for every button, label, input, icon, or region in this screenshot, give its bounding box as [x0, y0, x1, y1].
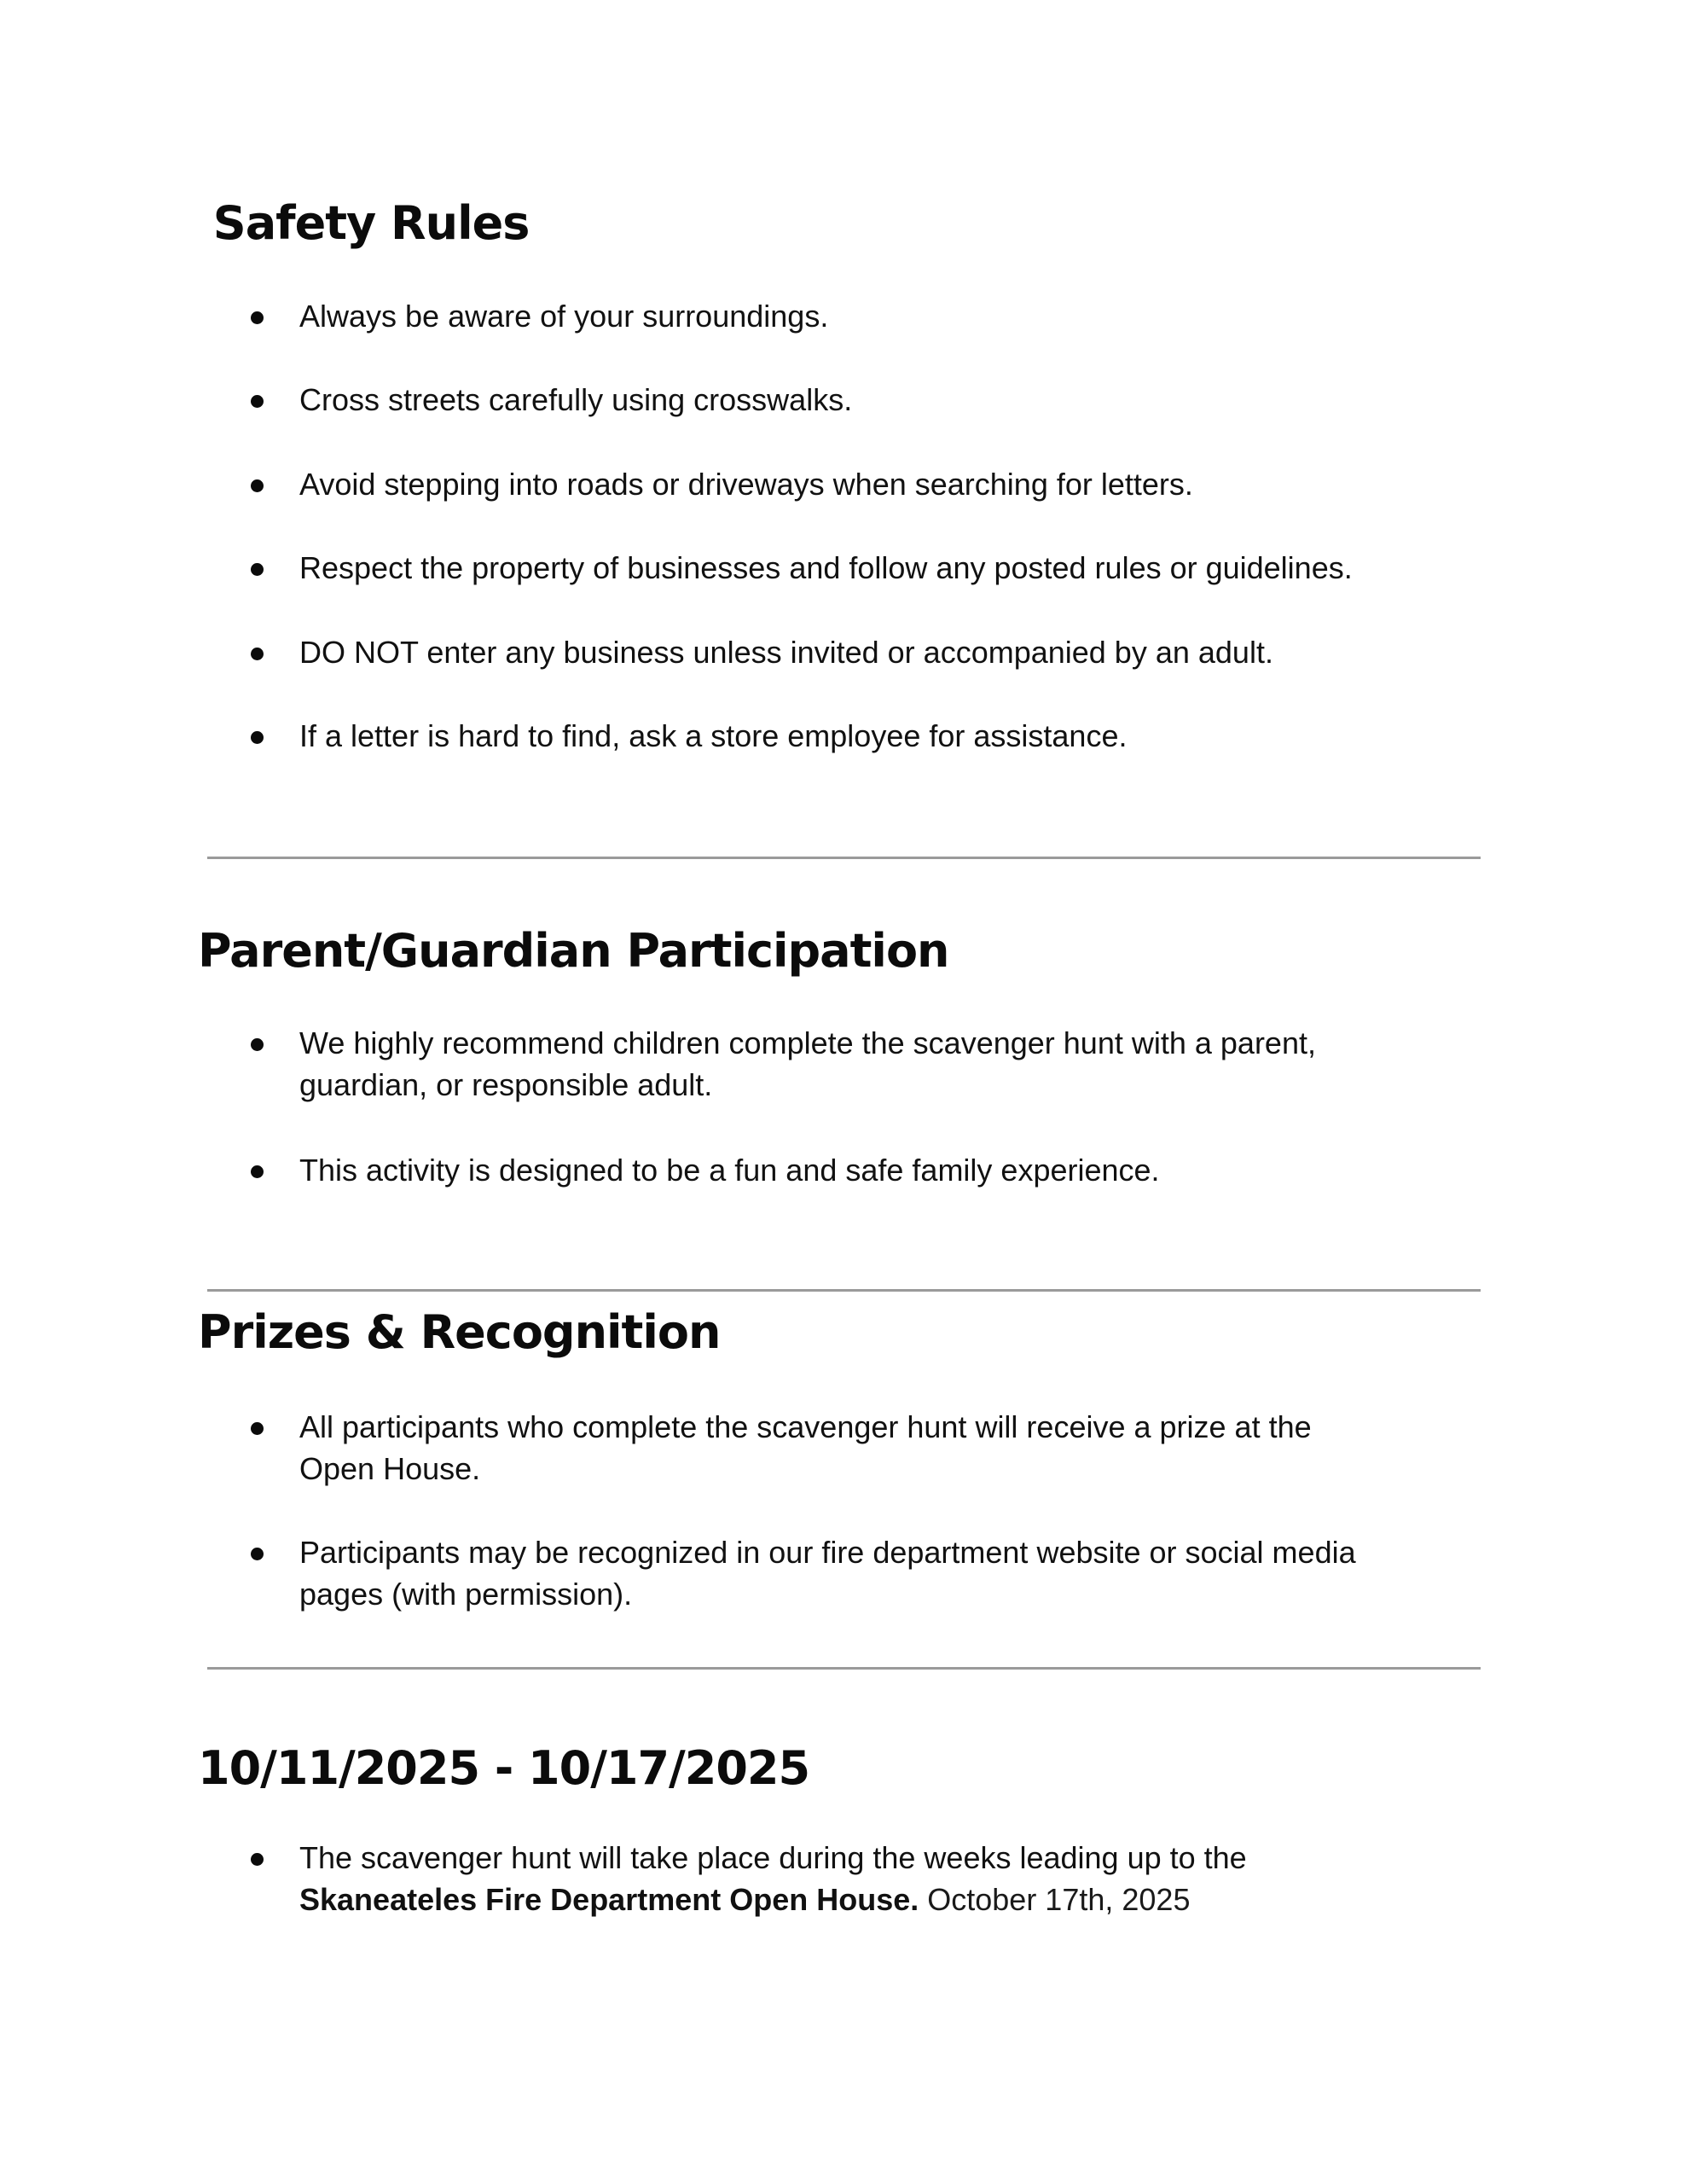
bullet-icon — [251, 648, 264, 660]
bullet-icon — [251, 1422, 264, 1435]
section-heading-parent-guardian: Parent/Guardian Participation — [198, 924, 949, 978]
section-heading-dates: 10/11/2025 - 10/17/2025 — [198, 1741, 810, 1795]
bullet-icon — [251, 563, 264, 576]
open-house-name: Skaneateles Fire Department Open House. — [299, 1882, 919, 1917]
bullet-icon — [251, 731, 264, 744]
list-item-text-continued: Open House. — [299, 1451, 481, 1486]
list-item-text: Cross streets carefully using crosswalks. — [299, 382, 853, 417]
section-divider — [207, 1289, 1481, 1292]
list-item-text-continued: guardian, or responsible adult. — [299, 1067, 713, 1102]
section-heading-safety-rules: Safety Rules — [198, 196, 530, 250]
bullet-icon — [251, 1548, 264, 1560]
bullet-icon — [251, 1038, 264, 1051]
bullet-icon — [251, 479, 264, 492]
list-item-text: The scavenger hunt will take place during the weeks leading up to the — [299, 1840, 1247, 1875]
bullet-icon — [251, 395, 264, 408]
list-item-text-continued — [299, 1879, 1190, 1920]
list-item-text: All participants who complete the scavenger hunt will receive a prize at the — [299, 1409, 1312, 1444]
list-item-text-continued: pages (with permission). — [299, 1577, 633, 1612]
list-item-text: This activity is designed to be a fun and safe family experience. — [299, 1153, 1160, 1188]
list-item-text: Always be aware of your surroundings. — [299, 299, 829, 334]
list-item-text: We highly recommend children complete the scavenger hunt with a parent, — [299, 1025, 1316, 1060]
bullet-icon — [251, 311, 264, 324]
list-item-text: Respect the property of businesses and follow any posted rules or guidelines. — [299, 550, 1353, 585]
list-item-text: Participants may be recognized in our fire department website or social media — [299, 1535, 1356, 1570]
bullet-icon — [251, 1165, 264, 1178]
section-divider — [207, 857, 1481, 859]
bullet-icon — [251, 1853, 264, 1866]
open-house-date: October 17th, 2025 — [919, 1882, 1191, 1917]
list-item-text: Avoid stepping into roads or driveways when searching for letters. — [299, 467, 1193, 502]
section-divider — [207, 1667, 1481, 1670]
list-item-text: If a letter is hard to find, ask a store employee for assistance. — [299, 718, 1128, 753]
list-item-text: DO NOT enter any business unless invited or accompanied by an adult. — [299, 635, 1273, 670]
section-heading-prizes-recognition: Prizes & Recognition — [198, 1305, 721, 1359]
